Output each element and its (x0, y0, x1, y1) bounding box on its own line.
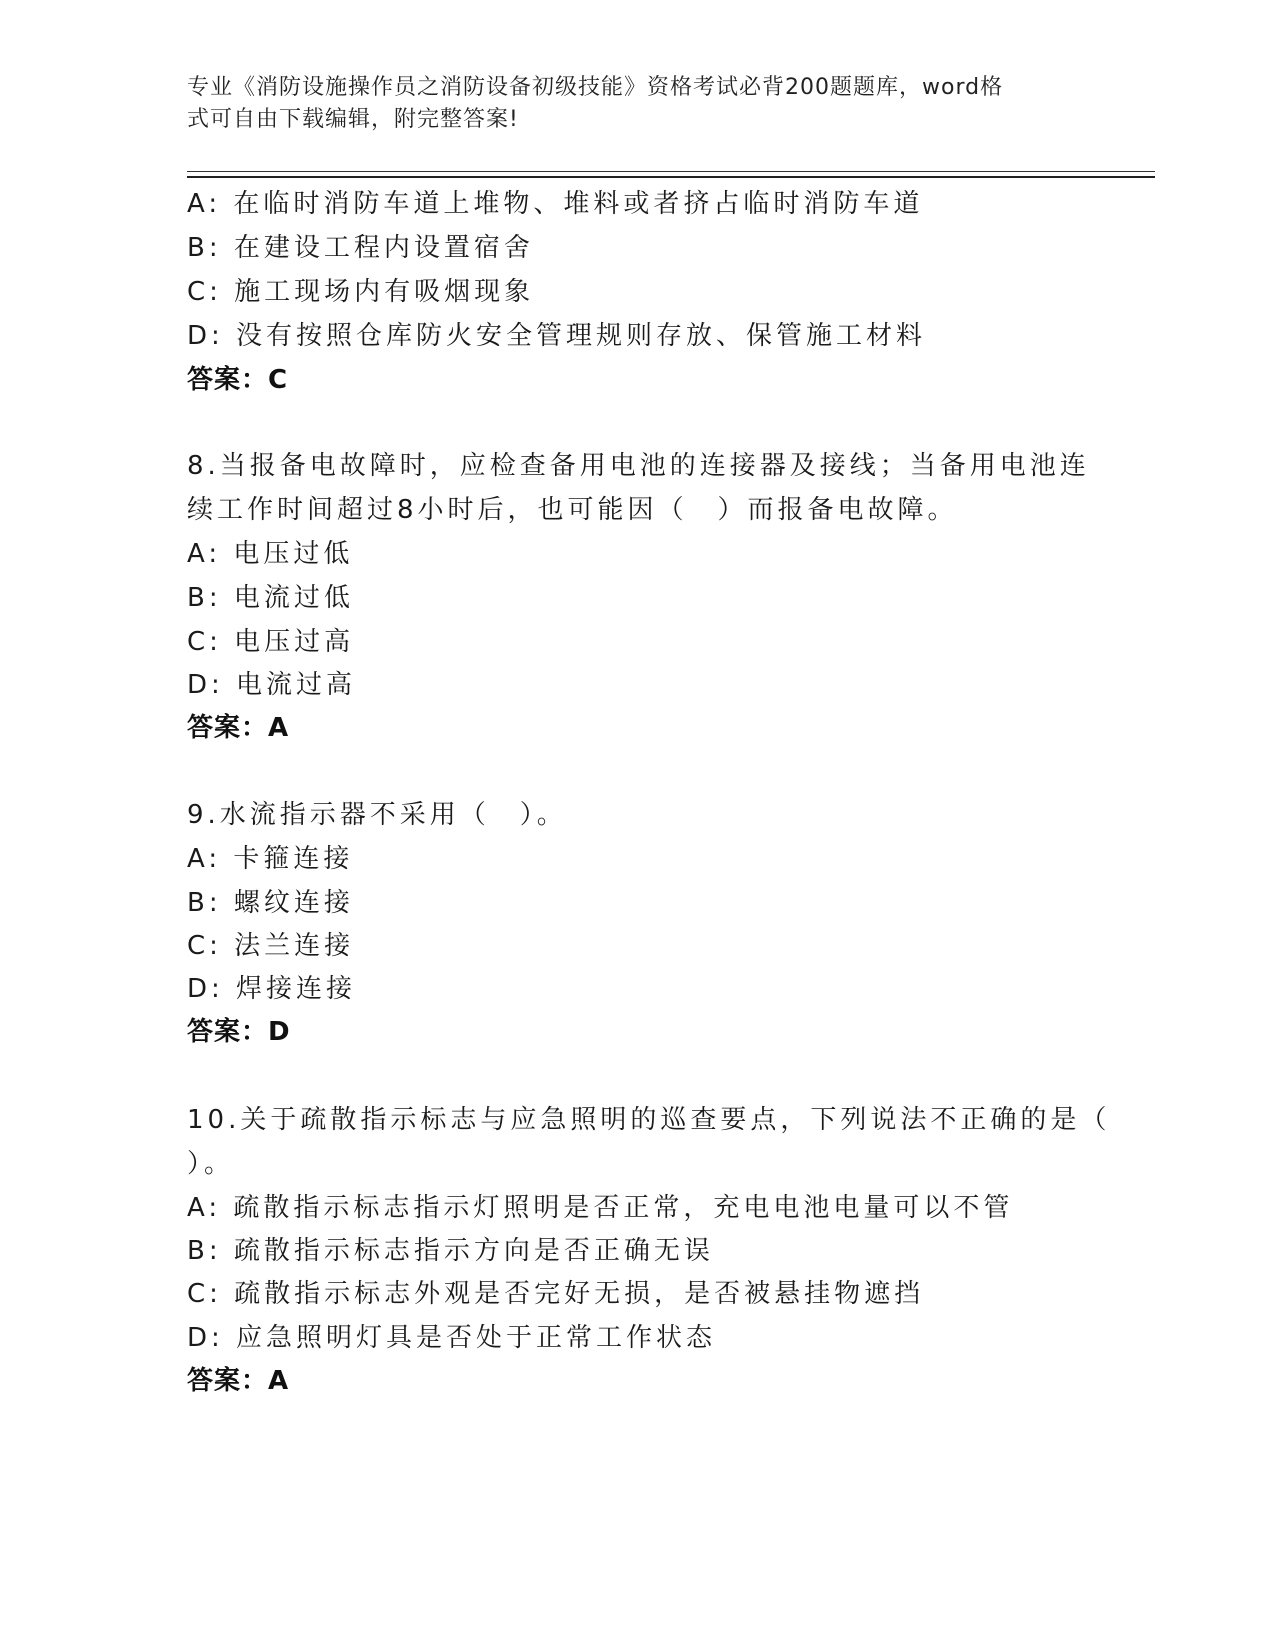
header-rule-top (187, 171, 1155, 172)
q8-stem-line-1: 8.当报备电故障时，应检查备用电池的连接器及接线；当备用电池连 (187, 451, 1090, 481)
q8-stem-line-2: 续工作时间超过8小时后，也可能因（ ）而报备电故障。 (187, 495, 958, 525)
document-header (187, 72, 1067, 136)
q8-option-d: D: 电流过高 (187, 670, 357, 700)
q8-option-b: B: 电流过低 (187, 583, 354, 613)
q8-option-c: C: 电压过高 (187, 627, 355, 657)
q10-option-a: A: 疏散指示标志指示灯照明是否正常，充电电池电量可以不管 (187, 1193, 1014, 1223)
q10-option-c: C: 疏散指示标志外观是否完好无损，是否被悬挂物遮挡 (187, 1279, 925, 1309)
q10-answer: 答案：A (187, 1366, 290, 1396)
q8-answer: 答案：A (187, 713, 290, 743)
header-rule-bottom (187, 176, 1155, 178)
header-line-2: 式可自由下载编辑，附完整答案! (187, 107, 519, 132)
header-line-1: 专业《消防设施操作员之消防设备初级技能》资格考试必背200题题库，word格 (187, 75, 1004, 100)
q9-option-c: C: 法兰连接 (187, 931, 355, 961)
q7-option-d: D: 没有按照仓库防火安全管理规则存放、保管施工材料 (187, 321, 927, 351)
q9-option-b: B: 螺纹连接 (187, 888, 354, 918)
q7-answer: 答案：C (187, 365, 289, 395)
q7-option-c: C: 施工现场内有吸烟现象 (187, 277, 535, 307)
q10-stem-line-1: 10.关于疏散指示标志与应急照明的巡查要点，下列说法不正确的是（ (187, 1105, 1111, 1135)
q7-option-a: A: 在临时消防车道上堆物、堆料或者挤占临时消防车道 (187, 189, 924, 219)
q9-answer: 答案：D (187, 1017, 291, 1047)
q10-stem-line-2: ）。 (187, 1149, 235, 1179)
q9-stem-line-1: 9.水流指示器不采用（ ）。 (187, 800, 567, 830)
q10-option-d: D: 应急照明灯具是否处于正常工作状态 (187, 1323, 717, 1353)
q10-option-b: B: 疏散指示标志指示方向是否正确无误 (187, 1236, 714, 1266)
q9-option-d: D: 焊接连接 (187, 974, 357, 1004)
q9-option-a: A: 卡箍连接 (187, 844, 354, 874)
q7-option-b: B: 在建设工程内设置宿舍 (187, 233, 534, 263)
q8-option-a: A: 电压过低 (187, 539, 354, 569)
